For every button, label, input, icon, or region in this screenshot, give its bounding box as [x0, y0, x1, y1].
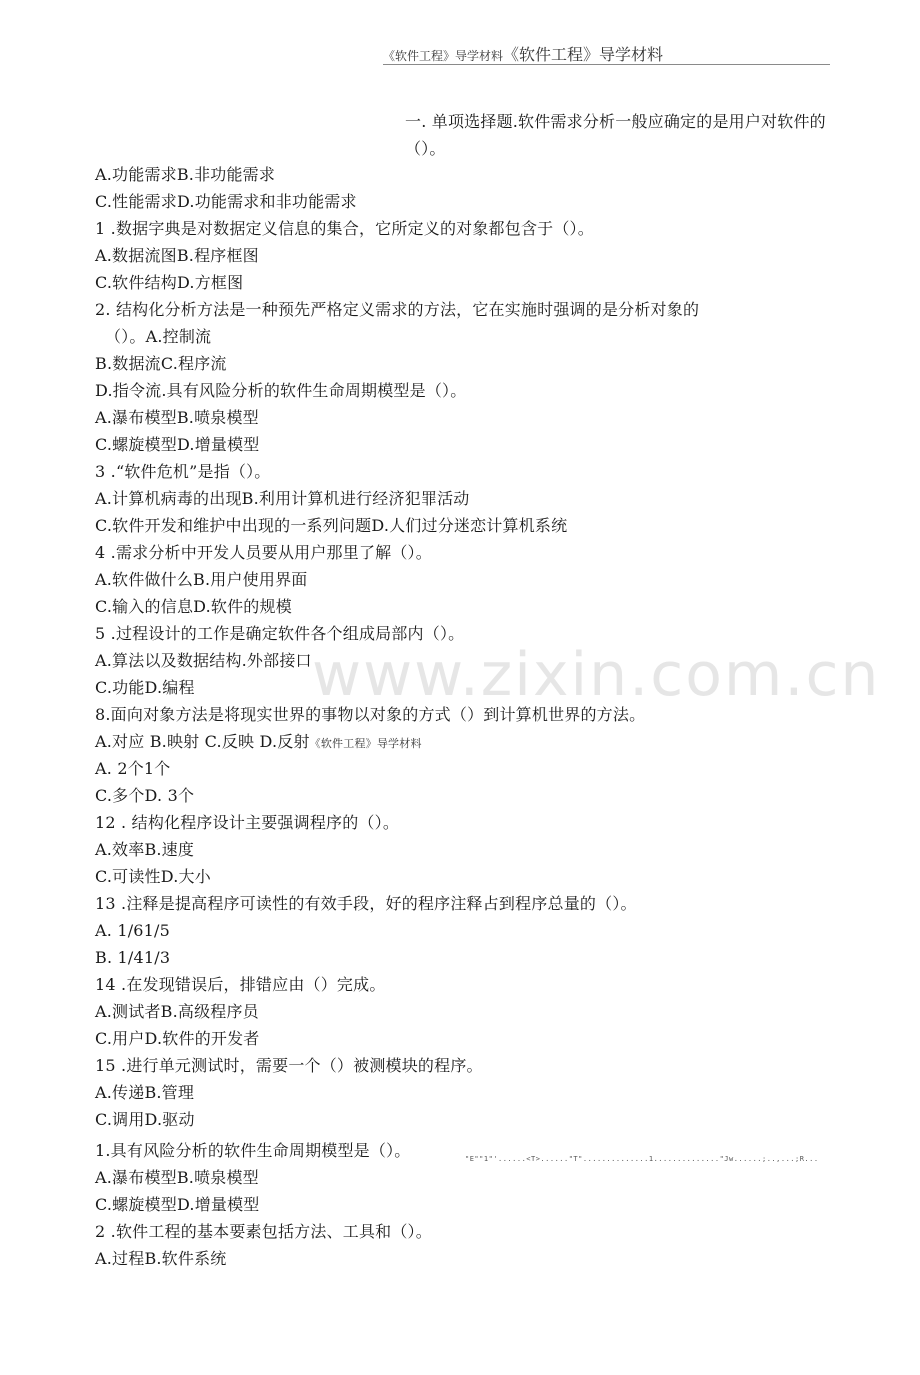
question-line: 12 . 结构化程序设计主要强调程序的（）。: [95, 813, 400, 832]
question-line: 8.面向对象方法是将现实世界的事物以对象的方式（）到计算机世界的方法。: [95, 705, 646, 724]
header-title-small: 《软件工程》导学材料: [383, 49, 504, 63]
option-line: A.计算机病毒的出现B.利用计算机进行经济犯罪活动: [95, 489, 470, 508]
question-line: 1.具有风险分析的软件生命周期模型是（）。: [95, 1141, 411, 1160]
option-line: C.输入的信息D.软件的规模: [95, 597, 292, 616]
option-line: C.软件开发和维护中出现的一系列问题D.人们过分迷恋计算机系统: [95, 516, 568, 535]
question-line: 2. 结构化分析方法是一种预先严格定义需求的方法，它在实施时强调的是分析对象的: [95, 300, 700, 319]
option-line: A.算法以及数据结构.外部接口: [95, 651, 312, 670]
question-line: 14 .在发现错误后，排错应由（）完成。: [95, 975, 386, 994]
option-line: A.效率B.速度: [95, 840, 195, 859]
option-line: C.软件结构D.方框图: [95, 273, 244, 292]
option-line: C.功能D.编程: [95, 678, 195, 697]
question-line: 2 .软件工程的基本要素包括方法、工具和（）。: [95, 1222, 432, 1241]
question-line: 4 .需求分析中开发人员要从用户那里了解（）。: [95, 543, 432, 562]
question-line: 15 .进行单元测试时，需要一个（）被测模块的程序。: [95, 1056, 483, 1075]
question-list: [95, 161, 835, 1272]
option-line: A.传递B.管理: [95, 1083, 195, 1102]
inline-header-text: 《软件工程》导学材料: [309, 737, 422, 750]
option-line: [95, 728, 835, 755]
option-line: A.瀑布模型B.喷泉模型: [95, 1168, 259, 1187]
page-header: [383, 42, 663, 65]
question-line: 1 .数据字典是对数据定义信息的集合，它所定义的对象都包含于（）。: [95, 219, 594, 238]
option-line: C.性能需求D.功能需求和非功能需求: [95, 192, 357, 211]
option-line: A.瀑布模型B.喷泉模型: [95, 408, 259, 427]
option-line: C.用户D.软件的开发者: [95, 1029, 260, 1048]
option-line: A.数据流图B.程序框图: [95, 246, 259, 265]
header-divider: [383, 64, 830, 65]
section-intro: 一. 单项选择题.软件需求分析一般应确定的是用户对软件的（）。: [405, 112, 826, 158]
scan-noise-text: "E""1"'......<T>......"T"..............1.............."Jw......;..,...;R...: [465, 1155, 819, 1163]
question-line: 13 .注释是提高程序可读性的有效手段，好的程序注释占到程序总量的（）。: [95, 894, 637, 913]
option-line: A. 1/61/5: [95, 921, 171, 940]
option-text: A.对应 B.映射 C.反映 D.反射: [95, 732, 310, 751]
option-line: C.调用D.驱动: [95, 1110, 195, 1129]
option-line: C.多个D. 3个: [95, 786, 195, 805]
option-line: A.过程B.软件系统: [95, 1249, 227, 1268]
option-line: B. 1/41/3: [95, 948, 171, 967]
option-line: C.可读性D.大小: [95, 867, 211, 886]
header-title-large: 《软件工程》导学材料: [503, 45, 664, 64]
option-line: A.功能需求B.非功能需求: [95, 165, 276, 184]
option-line: B.数据流C.程序流: [95, 354, 227, 373]
question-line: 5 .过程设计的工作是确定软件各个组成局部内（）。: [95, 624, 465, 643]
question-line: 3 .“软件危机”是指（）。: [95, 462, 271, 481]
option-line: A.测试者B.高级程序员: [95, 1002, 259, 1021]
option-line: A.软件做什么B.用户使用界面: [95, 570, 308, 589]
question-line: D.指令流.具有风险分析的软件生命周期模型是（）。: [95, 381, 467, 400]
option-line: C.螺旋模型D.增量模型: [95, 435, 260, 454]
option-line: （）。A.控制流: [105, 327, 212, 346]
watermark: www.zixin.com.cn: [312, 640, 881, 710]
option-line: C.螺旋模型D.增量模型: [95, 1195, 260, 1214]
option-line: A. 2个1个: [95, 759, 171, 778]
